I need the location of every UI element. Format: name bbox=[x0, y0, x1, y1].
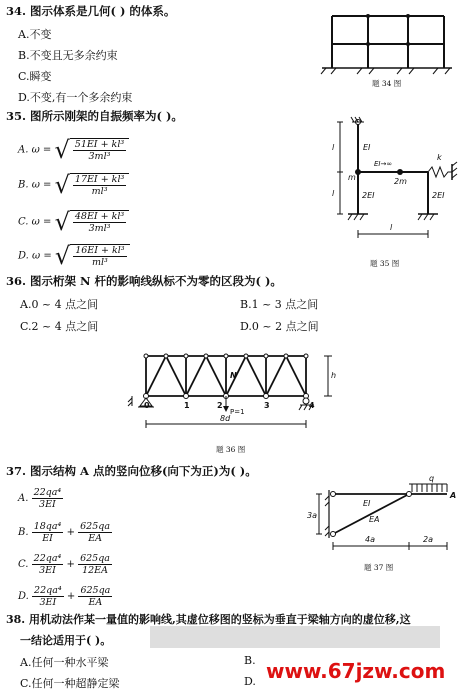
q35-label-k: k bbox=[437, 153, 442, 162]
q37-option-b-op: + bbox=[66, 527, 75, 538]
q35-label-ei-left: 2EI bbox=[362, 191, 375, 200]
q34-question: 34. 图示体系是几何( ) 的体系。 bbox=[6, 4, 176, 18]
q37-caption: 题 37 图 bbox=[364, 563, 394, 572]
q38-option-c: C.任何一种超静定梁 bbox=[20, 677, 120, 690]
q36-question: 36. 图示桁架 N 杆的影响线纵标不为零的区段为( )。 bbox=[6, 274, 282, 288]
q36-node-2: 2 bbox=[217, 401, 223, 410]
q35-option-d-num: 16EI + kl³ bbox=[75, 245, 125, 256]
q37-option-b-t1d: EI bbox=[42, 533, 53, 544]
q34-option-b: B.不变且无多余约束 bbox=[18, 49, 118, 62]
q38-question: 38. 用机动法作某一量值的影响线,其虚位移图的竖标为垂直于梁轴方向的虚位移,这 bbox=[6, 613, 411, 626]
q37-label-ei: EI bbox=[363, 499, 371, 508]
q37-option-b bbox=[18, 521, 112, 544]
q35-option-b-num: 17EI + kl³ bbox=[74, 174, 125, 185]
q36-option-a: A.0 ~ 4 点之间 bbox=[20, 298, 99, 311]
q35-label-span: 2m bbox=[394, 177, 407, 186]
q37-label-s1: 4a bbox=[365, 535, 375, 544]
q35-label-mass: m bbox=[348, 173, 356, 182]
q36-node-1: 1 bbox=[184, 401, 190, 410]
q37-option-d-t1n: 22qa⁴ bbox=[34, 585, 62, 596]
q37-label-s2: 2a bbox=[423, 535, 433, 544]
q35-option-a-den: 3ml³ bbox=[88, 151, 111, 162]
q35-option-c-label: C. ω = bbox=[18, 216, 52, 228]
q35-option-a-num: 51EI + kl³ bbox=[74, 139, 125, 150]
q35-option-a: A. ω = √ $\frac{\text{51EI + kl³}}{\text{3ml³}}$ bbox=[18, 136, 129, 164]
q37-option-a-t1d: 3EI bbox=[39, 499, 56, 510]
q38-question-cont: 一结论适用于( )。 bbox=[20, 634, 112, 647]
q37-question: 37. 图示结构 A 点的竖向位移(向下为正)为( )。 bbox=[6, 464, 257, 478]
q35-label-l-bottom: l bbox=[390, 223, 393, 232]
q36-option-b: B.1 ~ 3 点之间 bbox=[240, 298, 319, 311]
q35-option-a-label: A. ω = bbox=[18, 144, 52, 156]
watermark-url: www.67jzw.com bbox=[266, 659, 446, 683]
q37-label-h: 3a bbox=[307, 511, 317, 520]
q34-option-a: A.不变 bbox=[18, 28, 52, 41]
q38-option-d: D. bbox=[244, 675, 256, 688]
q36-label-n: N bbox=[230, 371, 237, 380]
q35-caption: 题 35 图 bbox=[370, 259, 400, 268]
q37-option-c-op: + bbox=[66, 559, 75, 570]
q37-option-c-label: C. bbox=[18, 559, 29, 570]
watermark-band bbox=[150, 626, 440, 648]
q35-option-d-label: D. ω = bbox=[18, 250, 52, 262]
q37-figure bbox=[305, 476, 460, 571]
q37-option-d-op: + bbox=[66, 591, 76, 602]
q37-option-d-t2n: 625qa bbox=[80, 585, 111, 596]
q35-option-c-num: 48EI + kl³ bbox=[74, 211, 125, 222]
q36-figure bbox=[118, 346, 348, 438]
q36-caption: 题 36 图 bbox=[216, 445, 246, 454]
q37-option-b-t2n: 625qa bbox=[80, 521, 111, 532]
q34-option-c: C.瞬变 bbox=[18, 70, 52, 83]
q37-option-b-t2d: EA bbox=[88, 533, 102, 544]
q37-option-c bbox=[18, 553, 112, 576]
q37-option-d bbox=[18, 585, 112, 608]
q35-label-ei-right: 2EI bbox=[432, 191, 445, 200]
q34-caption: 题 34 图 bbox=[372, 79, 402, 88]
q37-option-d-t1d: 3EI bbox=[39, 597, 57, 608]
q34-option-d: D.不变,有一个多余约束 bbox=[18, 91, 133, 104]
q35-question: 35. 图所示刚架的自振频率为( )。 bbox=[6, 109, 183, 123]
q36-label-span: 8d bbox=[220, 414, 231, 423]
q35-label-ei-col: EI bbox=[363, 143, 371, 152]
q37-option-c-t2n: 625qa bbox=[80, 553, 110, 564]
q36-node-0: 0 bbox=[144, 401, 150, 410]
q35-option-c: C. ω = √ $\frac{\text{48EI + kl³}}{\text{3ml³}}$ bbox=[18, 208, 129, 236]
q37-option-c-t1d: 3EI bbox=[39, 565, 56, 576]
q37-option-d-label: D. bbox=[18, 591, 29, 602]
q37-label-ea: EA bbox=[369, 515, 380, 524]
q35-label-ei-beam: EI→∞ bbox=[374, 160, 393, 168]
q35-option-b: B. ω = √ $\frac{\text{17EI + kl³}}{\text{ml³}}$ bbox=[18, 171, 129, 199]
q37-option-c-t2d: 12EA bbox=[82, 565, 108, 576]
q37-option-a bbox=[18, 487, 63, 510]
q37-option-a-t1n: 22qa⁴ bbox=[33, 487, 62, 498]
q37-option-d-t2d: EA bbox=[88, 597, 103, 608]
q37-option-c-t1n: 22qa⁴ bbox=[33, 553, 62, 564]
q36-label-p: P=1 bbox=[230, 408, 245, 416]
q36-option-c: C.2 ~ 4 点之间 bbox=[20, 320, 99, 333]
q35-option-c-den: 3ml³ bbox=[88, 223, 111, 234]
q37-option-b-t1n: 18qa⁴ bbox=[33, 521, 62, 532]
q35-label-l-mid: l bbox=[332, 189, 335, 198]
q37-option-b-label: B. bbox=[18, 527, 29, 538]
q36-node-4: 4 bbox=[309, 401, 315, 410]
q37-label-a: A bbox=[450, 491, 457, 500]
q35-option-b-den: ml³ bbox=[91, 186, 108, 197]
q36-node-3: 3 bbox=[264, 401, 270, 410]
q35-label-l-top: l bbox=[332, 143, 335, 152]
q35-option-d: D. ω = √ $\frac{\text{16EI + kl³}}{\text{ml³}}$ bbox=[18, 242, 130, 270]
q34-figure bbox=[318, 8, 453, 88]
q35-figure bbox=[330, 112, 460, 257]
q36-label-h: h bbox=[331, 371, 337, 380]
q38-option-b: B. bbox=[244, 654, 256, 667]
q37-option-a-label: A. bbox=[18, 493, 29, 504]
q35-option-d-den: ml³ bbox=[91, 257, 108, 268]
q36-option-d: D.0 ~ 2 点之间 bbox=[240, 320, 319, 333]
q37-label-q: q bbox=[429, 476, 435, 483]
q38-option-a: A.任何一种水平梁 bbox=[20, 656, 109, 669]
q35-option-b-label: B. ω = bbox=[18, 179, 52, 191]
